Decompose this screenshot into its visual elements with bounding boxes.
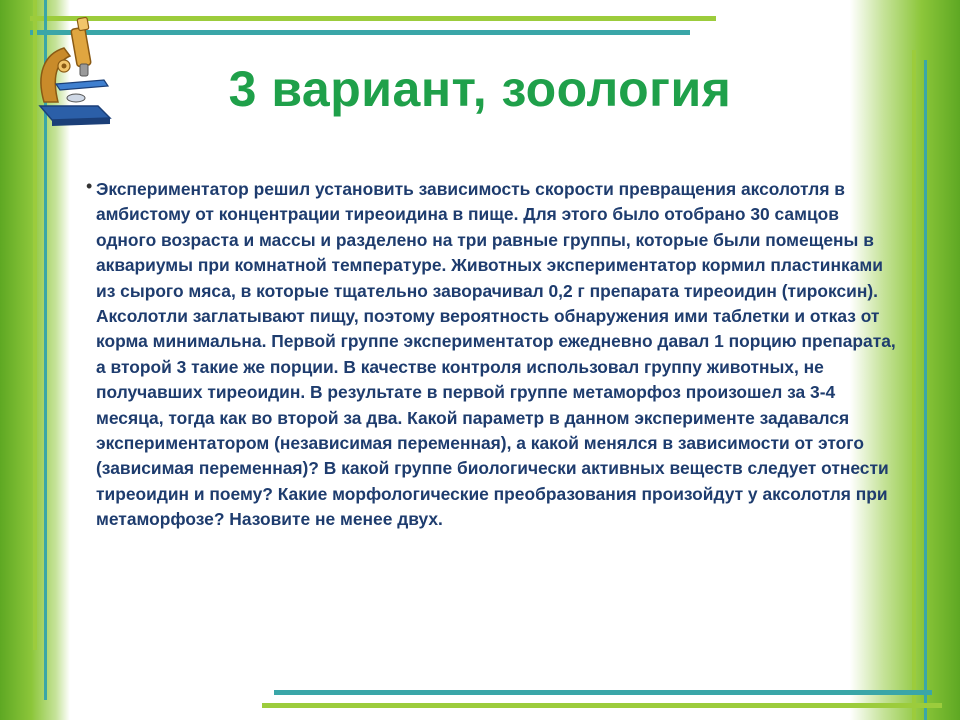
right-green-vline bbox=[912, 50, 916, 720]
bottom-green-line bbox=[262, 703, 942, 708]
bullet-marker: • bbox=[86, 176, 93, 196]
right-teal-vline bbox=[924, 60, 927, 720]
slide-title: 3 вариант, зоология bbox=[228, 61, 732, 117]
task-description: Экспериментатор решил установить зависимость скорости превращения аксолотля в амбистому от концентрации тиреоидина в пище. Для этого было отобрано 30 самцов одного возраста и массы и разделено на три равные группы, которые были помещены в аквариумы при комнатной температуре. Животных экспериментатор кормил пластинками из сырого мяса, в которые тщательно заворачивал 0,2 г препарата тиреоидин (тироксин). Аксолотли заглатывают пищу, поэтому вероятность обнаружения ими таблетки и отказ от корма минимальна. Первой группе экспериментатор ежедневно давал 1 порцию препарата, а второй 3 такие же порции. В качестве контроля использовал группу животных, не получавших тиреоидин. В результате в первой группе метаморфоз произошел за 3-4 месяца, тогда как во второй за два. Какой параметр в данном эксперименте задавался экспериментатором (независимая переменная), а какой менялся в зависимости от этого (зависимая переменная)? В какой группе биологически активных веществ следует отнести тиреоидин и поему? Какие морфологические преобразования произойдут у аксолотля при метаморфозе? Назовите не менее двух. bbox=[96, 179, 896, 530]
microscope-icon bbox=[34, 14, 116, 126]
top-teal-line bbox=[30, 30, 690, 35]
top-green-line bbox=[30, 16, 716, 21]
bottom-teal-line bbox=[274, 690, 932, 695]
